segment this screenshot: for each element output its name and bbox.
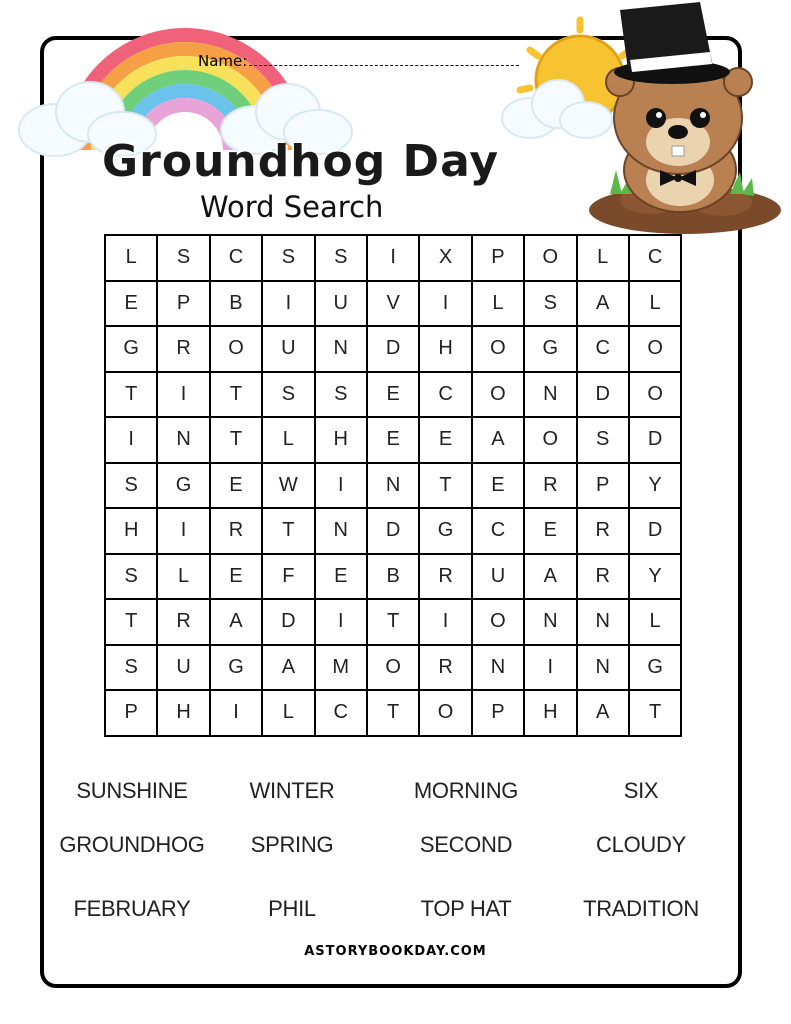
grid-cell[interactable]: I (316, 464, 368, 510)
word-list-item: SIX (623, 778, 659, 803)
grid-cell[interactable]: R (158, 327, 210, 373)
grid-cell[interactable]: N (316, 327, 368, 373)
grid-cell[interactable]: E (525, 509, 577, 555)
grid-cell[interactable]: I (420, 600, 472, 646)
word-list-item: PHIL (268, 896, 316, 921)
grid-cell[interactable]: O (368, 646, 420, 692)
grid-cell[interactable]: H (158, 691, 210, 737)
grid-cell[interactable]: G (158, 464, 210, 510)
grid-cell[interactable]: I (263, 282, 315, 328)
grid-cell[interactable]: L (630, 282, 682, 328)
grid-cell[interactable]: A (211, 600, 263, 646)
grid-cell[interactable]: O (630, 373, 682, 419)
grid-cell[interactable]: H (420, 327, 472, 373)
grid-cell[interactable]: E (211, 464, 263, 510)
grid-cell[interactable]: H (525, 691, 577, 737)
grid-cell[interactable]: E (106, 282, 158, 328)
name-underline (249, 65, 519, 66)
name-field[interactable] (198, 52, 519, 70)
grid-cell[interactable]: I (158, 373, 210, 419)
grid-cell[interactable]: C (630, 236, 682, 282)
grid-cell[interactable]: I (106, 418, 158, 464)
grid-cell[interactable]: T (106, 373, 158, 419)
grid-cell[interactable]: X (420, 236, 472, 282)
word-list-item: TRADITION (583, 896, 699, 921)
grid-cell[interactable]: S (106, 555, 158, 601)
grid-cell[interactable]: N (158, 418, 210, 464)
grid-cell[interactable]: R (578, 555, 630, 601)
grid-cell[interactable]: N (368, 464, 420, 510)
grid-cell[interactable]: O (630, 327, 682, 373)
grid-cell[interactable]: C (420, 373, 472, 419)
grid-cell[interactable]: O (473, 600, 525, 646)
grid-cell[interactable]: E (420, 418, 472, 464)
grid-cell[interactable]: O (525, 236, 577, 282)
grid-cell[interactable]: L (263, 418, 315, 464)
grid-cell[interactable]: I (420, 282, 472, 328)
page-subtitle: Word Search (200, 190, 384, 224)
grid-cell[interactable]: R (525, 464, 577, 510)
grid-cell[interactable]: S (158, 236, 210, 282)
grid-cell[interactable]: B (211, 282, 263, 328)
grid-cell[interactable]: E (316, 555, 368, 601)
grid-cell[interactable]: L (106, 236, 158, 282)
grid-cell[interactable]: R (578, 509, 630, 555)
grid-cell[interactable]: R (420, 646, 472, 692)
grid-cell[interactable]: N (316, 509, 368, 555)
grid-cell[interactable]: D (630, 509, 682, 555)
grid-cell[interactable]: I (316, 600, 368, 646)
grid-cell[interactable]: O (473, 327, 525, 373)
site-footer: ASTORYBOOKDAY.COM (304, 944, 487, 959)
word-list-item: WINTER (249, 778, 335, 803)
grid-cell[interactable]: D (263, 600, 315, 646)
grid-cell[interactable]: G (525, 327, 577, 373)
grid-cell[interactable]: P (578, 464, 630, 510)
word-list (60, 770, 720, 930)
grid-cell[interactable]: T (630, 691, 682, 737)
grid-cell[interactable]: L (630, 600, 682, 646)
grid-cell[interactable]: P (473, 236, 525, 282)
grid-cell[interactable]: B (368, 555, 420, 601)
grid-cell[interactable]: O (420, 691, 472, 737)
grid-cell[interactable]: S (263, 236, 315, 282)
grid-cell[interactable]: E (473, 464, 525, 510)
grid-cell[interactable]: N (525, 600, 577, 646)
grid-cell[interactable]: T (106, 600, 158, 646)
word-list-item: GROUNDHOG (59, 832, 205, 857)
name-label: Name: (198, 52, 248, 70)
grid-cell[interactable]: G (630, 646, 682, 692)
grid-cell[interactable]: H (106, 509, 158, 555)
word-list-item: MORNING (413, 778, 519, 803)
grid-cell[interactable]: A (473, 418, 525, 464)
word-list-item: SUNSHINE (76, 778, 188, 803)
grid-cell[interactable]: T (368, 600, 420, 646)
grid-cell[interactable]: F (263, 555, 315, 601)
grid-cell[interactable]: S (316, 236, 368, 282)
grid-cell[interactable]: T (211, 373, 263, 419)
word-list-item: CLOUDY (596, 832, 686, 857)
grid-cell[interactable]: D (578, 373, 630, 419)
grid-cell[interactable]: T (263, 509, 315, 555)
grid-cell[interactable]: D (630, 418, 682, 464)
page-title: Groundhog Day (102, 136, 500, 187)
grid-cell[interactable]: U (316, 282, 368, 328)
grid-cell[interactable]: Y (630, 555, 682, 601)
grid-cell[interactable]: I (525, 646, 577, 692)
grid-cell[interactable]: N (525, 373, 577, 419)
grid-cell[interactable]: T (420, 464, 472, 510)
grid-cell[interactable]: V (368, 282, 420, 328)
grid-cell[interactable]: A (578, 282, 630, 328)
grid-cell[interactable]: N (473, 646, 525, 692)
grid-cell[interactable]: R (420, 555, 472, 601)
grid-cell[interactable]: E (211, 555, 263, 601)
grid-cell[interactable]: R (158, 600, 210, 646)
grid-cell[interactable]: G (211, 646, 263, 692)
grid-cell[interactable]: Y (630, 464, 682, 510)
grid-cell[interactable]: L (158, 555, 210, 601)
grid-cell[interactable]: N (578, 646, 630, 692)
grid-cell[interactable]: M (316, 646, 368, 692)
grid-cell[interactable]: H (316, 418, 368, 464)
grid-cell[interactable]: G (106, 327, 158, 373)
grid-cell[interactable]: L (263, 691, 315, 737)
word-search-grid (104, 234, 682, 737)
grid-cell[interactable]: O (211, 327, 263, 373)
grid-cell[interactable]: P (473, 691, 525, 737)
grid-cell[interactable]: G (420, 509, 472, 555)
word-list-item: SPRING (250, 832, 334, 857)
grid-cell[interactable]: P (106, 691, 158, 737)
grid-cell[interactable]: S (578, 418, 630, 464)
grid-cell[interactable]: L (578, 236, 630, 282)
word-list-item: FEBRUARY (73, 896, 191, 921)
grid-cell[interactable]: R (211, 509, 263, 555)
grid-cell[interactable]: N (578, 600, 630, 646)
grid-cell[interactable]: S (316, 373, 368, 419)
grid-cell[interactable]: A (578, 691, 630, 737)
grid-cell[interactable]: U (473, 555, 525, 601)
grid-cell[interactable]: A (263, 646, 315, 692)
grid-cell[interactable]: U (263, 327, 315, 373)
grid-cell[interactable]: C (316, 691, 368, 737)
word-list-item: TOP HAT (420, 896, 512, 921)
word-list-item: SECOND (419, 832, 513, 857)
grid-cell[interactable]: L (473, 282, 525, 328)
grid-cell[interactable]: S (106, 646, 158, 692)
grid-cell[interactable]: T (211, 418, 263, 464)
grid-cell[interactable]: U (158, 646, 210, 692)
grid-cell[interactable]: I (368, 236, 420, 282)
grid-cell[interactable]: C (473, 509, 525, 555)
grid-cell[interactable]: A (525, 555, 577, 601)
grid-cell[interactable]: I (211, 691, 263, 737)
grid-cell[interactable]: C (578, 327, 630, 373)
grid-cell[interactable]: D (368, 509, 420, 555)
grid-cell[interactable]: P (158, 282, 210, 328)
grid-cell[interactable]: S (263, 373, 315, 419)
grid-cell[interactable]: C (211, 236, 263, 282)
groundhog-illustration (500, 0, 791, 240)
grid-cell[interactable]: I (158, 509, 210, 555)
grid-cell[interactable]: S (525, 282, 577, 328)
grid-cell[interactable]: E (368, 373, 420, 419)
grid-cell[interactable]: O (525, 418, 577, 464)
grid-cell[interactable]: E (368, 418, 420, 464)
grid-cell[interactable]: W (263, 464, 315, 510)
grid-cell[interactable]: D (368, 327, 420, 373)
grid-cell[interactable]: S (106, 464, 158, 510)
grid-cell[interactable]: O (473, 373, 525, 419)
grid-cell[interactable]: T (368, 691, 420, 737)
